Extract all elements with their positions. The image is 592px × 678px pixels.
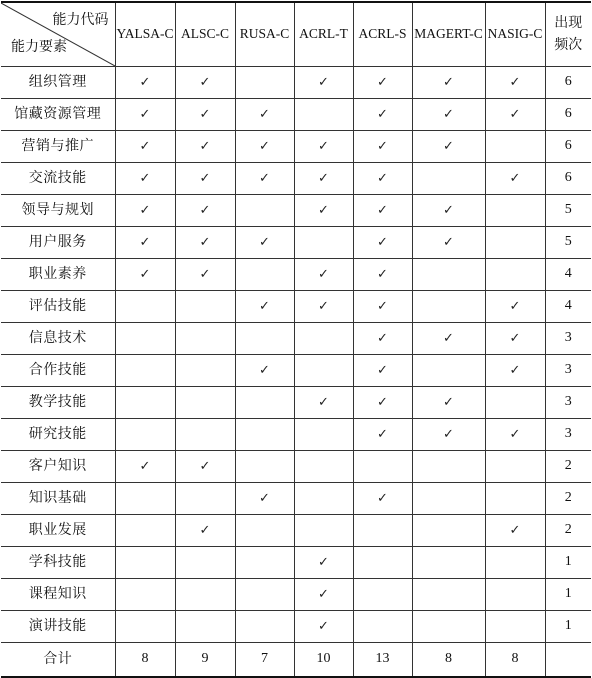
table-row: [1, 451, 591, 483]
code-header: ACRL-S: [353, 2, 412, 67]
empty-cell: [115, 547, 175, 579]
empty-cell: [235, 387, 294, 419]
table-row: [1, 131, 591, 163]
empty-cell: [412, 547, 485, 579]
check-icon: ✓: [318, 266, 329, 282]
check-icon: ✓: [318, 586, 329, 602]
empty-cell: [412, 611, 485, 643]
check-cell: [485, 291, 545, 323]
competency-name: 客户知识: [1, 451, 115, 483]
check-cell: [485, 355, 545, 387]
check-cell: [353, 195, 412, 227]
frequency-count: 6: [545, 67, 591, 99]
check-icon: ✓: [509, 426, 521, 442]
frequency-count: 6: [545, 131, 591, 163]
check-cell: [294, 195, 353, 227]
empty-cell: [115, 323, 175, 355]
competency-name: 营销与推广: [1, 131, 115, 163]
empty-cell: [115, 611, 175, 643]
check-cell: [115, 163, 175, 195]
check-cell: [485, 163, 545, 195]
table-row: [1, 99, 591, 131]
competency-name: 用户服务: [1, 227, 115, 259]
check-icon: ✓: [377, 234, 388, 250]
competency-name: 研究技能: [1, 419, 115, 451]
check-icon: ✓: [318, 394, 329, 410]
check-cell: [294, 259, 353, 291]
check-icon: ✓: [199, 458, 211, 474]
competency-name: 评估技能: [1, 291, 115, 323]
competency-name: 交流技能: [1, 163, 115, 195]
check-cell: [412, 195, 485, 227]
table-row: [1, 323, 591, 355]
check-icon: ✓: [139, 74, 151, 90]
check-icon: ✓: [377, 74, 388, 90]
check-cell: [115, 451, 175, 483]
table-row: [1, 195, 591, 227]
total-value: 7: [235, 643, 294, 678]
empty-cell: [485, 259, 545, 291]
frequency-count: 2: [545, 483, 591, 515]
check-cell: [485, 323, 545, 355]
frequency-count: 6: [545, 99, 591, 131]
empty-cell: [485, 547, 545, 579]
empty-cell: [294, 483, 353, 515]
check-cell: [353, 291, 412, 323]
check-icon: ✓: [318, 202, 329, 218]
check-icon: ✓: [377, 170, 388, 186]
empty-cell: [175, 611, 235, 643]
total-label: 合计: [1, 643, 115, 678]
check-icon: ✓: [443, 74, 454, 90]
total-value: 8: [485, 643, 545, 678]
competency-name: 教学技能: [1, 387, 115, 419]
empty-cell: [353, 611, 412, 643]
competency-name: 知识基础: [1, 483, 115, 515]
check-cell: [353, 99, 412, 131]
check-icon: ✓: [377, 426, 388, 442]
empty-cell: [175, 579, 235, 611]
check-icon: ✓: [377, 298, 388, 314]
empty-cell: [235, 195, 294, 227]
frequency-count: 4: [545, 259, 591, 291]
check-cell: [353, 483, 412, 515]
check-cell: [175, 131, 235, 163]
table-row: [1, 291, 591, 323]
check-cell: [353, 323, 412, 355]
frequency-count: 3: [545, 323, 591, 355]
header-row: [1, 2, 591, 67]
empty-cell: [294, 355, 353, 387]
corner-bottom-label: 能力要素: [11, 39, 67, 56]
competency-name: 馆藏资源管理: [1, 99, 115, 131]
empty-cell: [115, 579, 175, 611]
check-icon: ✓: [509, 170, 521, 186]
empty-cell: [115, 515, 175, 547]
check-cell: [235, 131, 294, 163]
frequency-count: 5: [545, 195, 591, 227]
empty-cell: [485, 611, 545, 643]
empty-cell: [235, 579, 294, 611]
check-cell: [115, 99, 175, 131]
check-icon: ✓: [509, 522, 521, 538]
check-cell: [294, 291, 353, 323]
competency-name: 领导与规划: [1, 195, 115, 227]
empty-cell: [235, 611, 294, 643]
check-cell: [353, 131, 412, 163]
check-icon: ✓: [199, 138, 211, 154]
empty-cell: [175, 547, 235, 579]
frequency-count: 3: [545, 419, 591, 451]
empty-cell: [294, 419, 353, 451]
check-icon: ✓: [318, 74, 329, 90]
check-cell: [115, 227, 175, 259]
check-icon: ✓: [377, 330, 388, 346]
table-row: [1, 227, 591, 259]
empty-cell: [353, 579, 412, 611]
check-cell: [175, 259, 235, 291]
competency-name: 合作技能: [1, 355, 115, 387]
table-row: [1, 515, 591, 547]
check-icon: ✓: [259, 298, 270, 314]
table-row: [1, 579, 591, 611]
empty-cell: [115, 387, 175, 419]
check-cell: [412, 227, 485, 259]
check-icon: ✓: [443, 202, 454, 218]
empty-cell: [175, 387, 235, 419]
check-icon: ✓: [509, 362, 521, 378]
check-cell: [485, 67, 545, 99]
frequency-count: 5: [545, 227, 591, 259]
check-icon: ✓: [139, 202, 151, 218]
code-header: ALSC-C: [175, 2, 235, 67]
table-row: [1, 547, 591, 579]
check-cell: [175, 515, 235, 547]
frequency-count: 2: [545, 451, 591, 483]
competency-name: 学科技能: [1, 547, 115, 579]
check-icon: ✓: [377, 106, 388, 122]
check-cell: [235, 355, 294, 387]
frequency-count: 6: [545, 163, 591, 195]
total-value: 13: [353, 643, 412, 678]
table-body: [1, 67, 591, 678]
table-row: [1, 67, 591, 99]
check-cell: [115, 131, 175, 163]
check-cell: [353, 259, 412, 291]
empty-cell: [175, 323, 235, 355]
check-icon: ✓: [377, 202, 388, 218]
check-cell: [485, 99, 545, 131]
check-icon: ✓: [377, 362, 388, 378]
table-row: [1, 387, 591, 419]
empty-cell: [294, 515, 353, 547]
table-row: [1, 419, 591, 451]
check-icon: ✓: [443, 426, 454, 442]
competency-name: 职业素养: [1, 259, 115, 291]
check-cell: [235, 291, 294, 323]
check-icon: ✓: [318, 138, 329, 154]
check-cell: [412, 131, 485, 163]
check-icon: ✓: [199, 202, 211, 218]
frequency-header: [545, 2, 591, 67]
check-cell: [353, 355, 412, 387]
competency-name: 信息技术: [1, 323, 115, 355]
check-icon: ✓: [443, 394, 454, 410]
check-cell: [294, 611, 353, 643]
empty-cell: [294, 99, 353, 131]
check-cell: [294, 547, 353, 579]
check-icon: ✓: [509, 106, 521, 122]
code-header: MAGERT-C: [412, 2, 485, 67]
empty-cell: [294, 227, 353, 259]
check-cell: [412, 323, 485, 355]
competency-name: 组织管理: [1, 67, 115, 99]
empty-cell: [115, 419, 175, 451]
frequency-count: 3: [545, 387, 591, 419]
check-cell: [412, 419, 485, 451]
empty-cell: [235, 515, 294, 547]
check-icon: ✓: [443, 234, 454, 250]
check-cell: [175, 67, 235, 99]
check-cell: [485, 515, 545, 547]
empty-cell: [412, 259, 485, 291]
empty-cell: [485, 131, 545, 163]
table-row: [1, 259, 591, 291]
check-icon: ✓: [318, 618, 329, 634]
frequency-header-label: 出现 频次: [554, 14, 583, 53]
competency-table: [1, 1, 591, 678]
check-icon: ✓: [199, 522, 211, 538]
empty-cell: [294, 323, 353, 355]
check-cell: [485, 419, 545, 451]
check-cell: [353, 387, 412, 419]
check-icon: ✓: [259, 234, 270, 250]
check-cell: [294, 163, 353, 195]
empty-cell: [235, 323, 294, 355]
empty-cell: [175, 291, 235, 323]
check-icon: ✓: [139, 266, 151, 282]
check-cell: [294, 579, 353, 611]
total-frequency: [545, 643, 591, 678]
check-icon: ✓: [443, 138, 454, 154]
check-icon: ✓: [377, 490, 388, 506]
empty-cell: [485, 483, 545, 515]
empty-cell: [175, 419, 235, 451]
check-cell: [235, 227, 294, 259]
code-header: NASIG-C: [485, 2, 545, 67]
total-value: 8: [115, 643, 175, 678]
check-cell: [353, 227, 412, 259]
empty-cell: [115, 355, 175, 387]
empty-cell: [412, 579, 485, 611]
check-cell: [175, 163, 235, 195]
empty-cell: [175, 355, 235, 387]
competency-name: 课程知识: [1, 579, 115, 611]
total-row: [1, 643, 591, 678]
table-row: [1, 611, 591, 643]
competency-name: 职业发展: [1, 515, 115, 547]
code-header: ACRL-T: [294, 2, 353, 67]
empty-cell: [412, 451, 485, 483]
check-cell: [235, 483, 294, 515]
empty-cell: [235, 451, 294, 483]
empty-cell: [353, 547, 412, 579]
check-cell: [175, 99, 235, 131]
check-cell: [294, 131, 353, 163]
empty-cell: [485, 451, 545, 483]
check-icon: ✓: [443, 106, 454, 122]
empty-cell: [485, 227, 545, 259]
check-icon: ✓: [318, 554, 329, 570]
check-cell: [412, 99, 485, 131]
empty-cell: [235, 67, 294, 99]
empty-cell: [412, 163, 485, 195]
empty-cell: [235, 419, 294, 451]
empty-cell: [412, 291, 485, 323]
check-icon: ✓: [318, 298, 329, 314]
check-cell: [115, 67, 175, 99]
check-icon: ✓: [377, 266, 388, 282]
total-value: 9: [175, 643, 235, 678]
empty-cell: [294, 451, 353, 483]
frequency-count: 1: [545, 611, 591, 643]
check-icon: ✓: [259, 362, 270, 378]
check-icon: ✓: [139, 458, 151, 474]
check-icon: ✓: [443, 330, 454, 346]
check-icon: ✓: [199, 106, 211, 122]
check-cell: [235, 163, 294, 195]
total-value: 10: [294, 643, 353, 678]
competency-name: 演讲技能: [1, 611, 115, 643]
empty-cell: [485, 579, 545, 611]
table-row: [1, 355, 591, 387]
check-icon: ✓: [377, 394, 388, 410]
code-header: RUSA-C: [235, 2, 294, 67]
check-icon: ✓: [139, 106, 151, 122]
check-icon: ✓: [139, 138, 151, 154]
check-icon: ✓: [318, 170, 329, 186]
corner-top-label: 能力代码: [52, 12, 109, 28]
empty-cell: [353, 515, 412, 547]
check-cell: [353, 419, 412, 451]
empty-cell: [412, 483, 485, 515]
frequency-count: 1: [545, 547, 591, 579]
empty-cell: [412, 355, 485, 387]
check-cell: [353, 163, 412, 195]
check-cell: [353, 67, 412, 99]
frequency-count: 3: [545, 355, 591, 387]
check-icon: ✓: [377, 138, 388, 154]
check-icon: ✓: [259, 138, 270, 154]
table-row: [1, 483, 591, 515]
empty-cell: [235, 259, 294, 291]
check-cell: [412, 387, 485, 419]
check-cell: [235, 99, 294, 131]
empty-cell: [115, 291, 175, 323]
check-cell: [412, 67, 485, 99]
check-icon: ✓: [139, 234, 151, 250]
frequency-count: 4: [545, 291, 591, 323]
check-icon: ✓: [259, 106, 270, 122]
check-icon: ✓: [199, 170, 211, 186]
check-cell: [175, 195, 235, 227]
check-icon: ✓: [139, 170, 151, 186]
code-header: YALSA-C: [115, 2, 175, 67]
corner-header: [1, 2, 115, 67]
frequency-count: 2: [545, 515, 591, 547]
total-value: 8: [412, 643, 485, 678]
check-cell: [175, 451, 235, 483]
empty-cell: [175, 483, 235, 515]
check-icon: ✓: [259, 490, 270, 506]
check-icon: ✓: [199, 74, 211, 90]
frequency-count: 1: [545, 579, 591, 611]
check-icon: ✓: [509, 298, 521, 314]
empty-cell: [235, 547, 294, 579]
check-cell: [294, 67, 353, 99]
check-cell: [175, 227, 235, 259]
check-cell: [115, 259, 175, 291]
table-row: [1, 163, 591, 195]
empty-cell: [353, 451, 412, 483]
check-cell: [294, 387, 353, 419]
check-icon: ✓: [199, 266, 211, 282]
check-icon: ✓: [199, 234, 211, 250]
check-icon: ✓: [509, 330, 521, 346]
check-cell: [115, 195, 175, 227]
empty-cell: [485, 195, 545, 227]
check-icon: ✓: [509, 74, 521, 90]
empty-cell: [412, 515, 485, 547]
empty-cell: [485, 387, 545, 419]
check-icon: ✓: [259, 170, 270, 186]
empty-cell: [115, 483, 175, 515]
